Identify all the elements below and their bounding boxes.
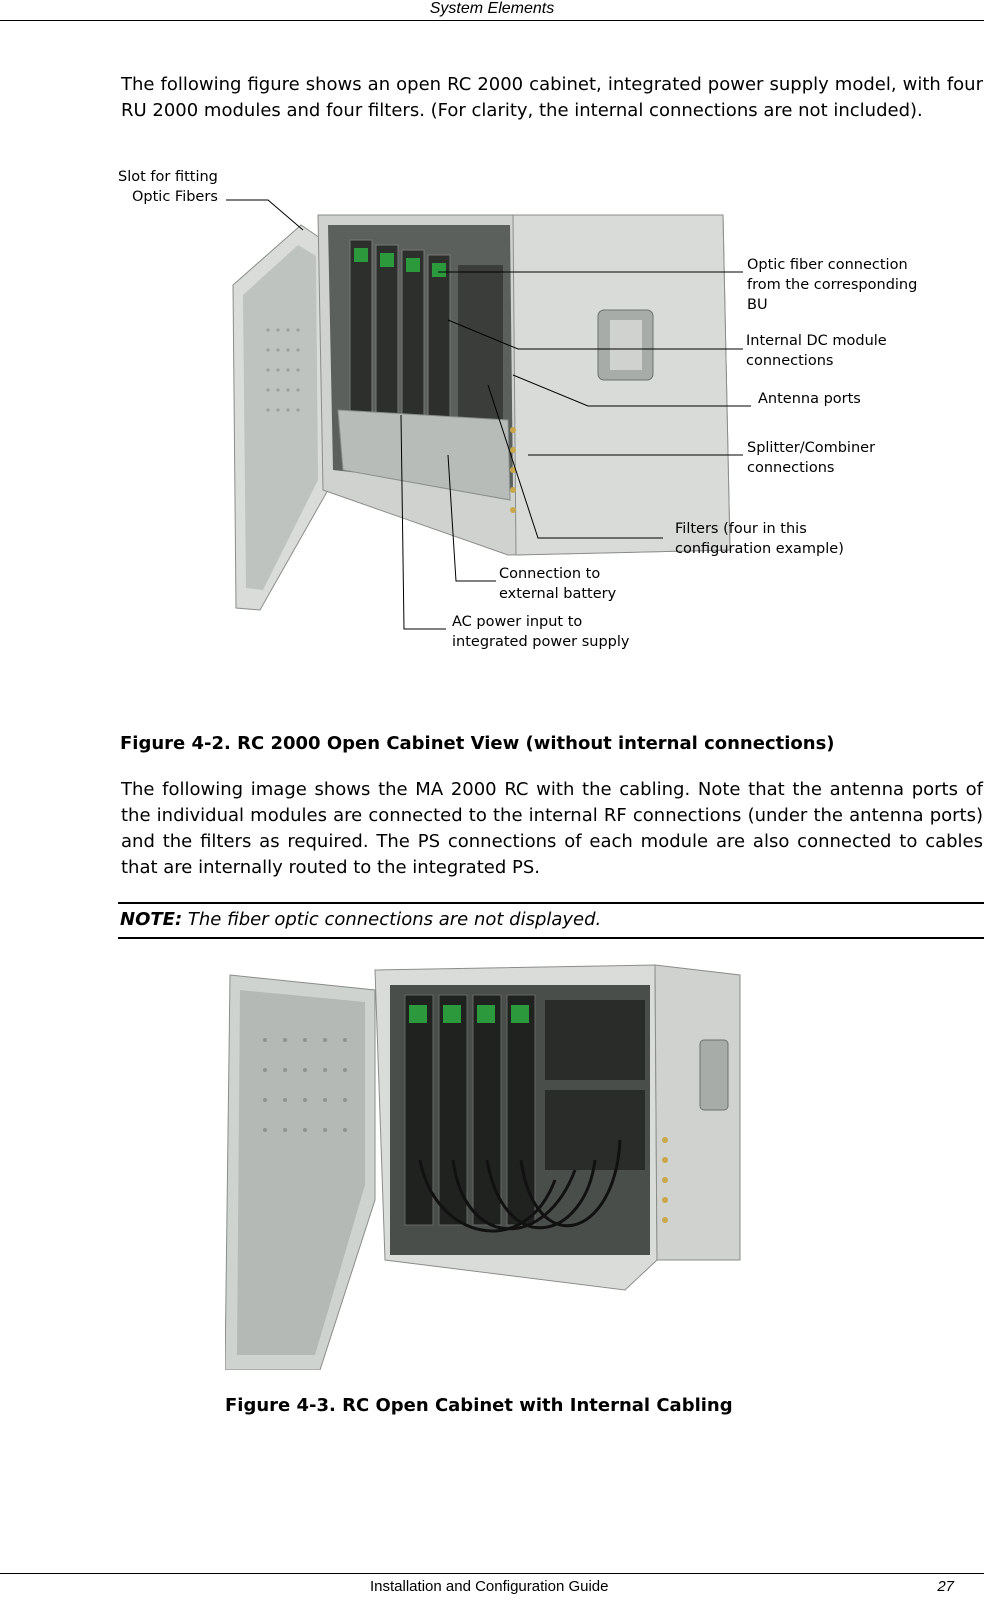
body-paragraph: The following image shows the MA 2000 RC with the cabling. Note that the antenna ports of the individual modules are connected to the internal RF connections (under the antenna ports) and the filters as required. The PS connections of each module are also connected to cables that are internally routed to the integrated PS. — [121, 779, 983, 878]
note-label: NOTE: — [120, 909, 183, 930]
callout-optic-fiber-connection: Optic fiber connection from the corresponding BU — [747, 257, 918, 313]
callout-splitter-combiner: Splitter/Combiner connections — [747, 440, 876, 476]
cabinet-cabling-photo — [225, 960, 745, 1370]
page-number: 27 — [937, 1578, 954, 1595]
callout-filters: Filters (four in this configuration example) — [675, 521, 844, 557]
callout-external-battery: Connection to external battery — [499, 566, 617, 602]
page-header — [0, 0, 984, 21]
header-title: System Elements — [429, 0, 555, 17]
intro-paragraph: The following figure shows an open RC 2000 cabinet, integrated power supply model, with four RU 2000 modules and four filters. (For clarity, the internal connections are not included). — [121, 74, 983, 121]
figure-open-cabinet — [118, 170, 968, 670]
figure-caption-4-2: Figure 4-2. RC 2000 Open Cabinet View (without internal connections) — [120, 733, 835, 754]
note-box — [118, 902, 984, 939]
figure-caption-4-3: Figure 4-3. RC Open Cabinet with Internal Cabling — [225, 1395, 733, 1416]
callout-slot-optic-fibers: Slot for fitting Optic Fibers — [118, 169, 218, 205]
footer-title: Installation and Configuration Guide — [370, 1578, 609, 1595]
callout-internal-dc: Internal DC module connections — [746, 333, 887, 369]
page-footer — [0, 1573, 984, 1602]
callout-ac-power: AC power input to integrated power supply — [452, 614, 630, 650]
callout-antenna-ports: Antenna ports — [758, 391, 861, 407]
note-text: The fiber optic connections are not displayed. — [187, 909, 602, 930]
